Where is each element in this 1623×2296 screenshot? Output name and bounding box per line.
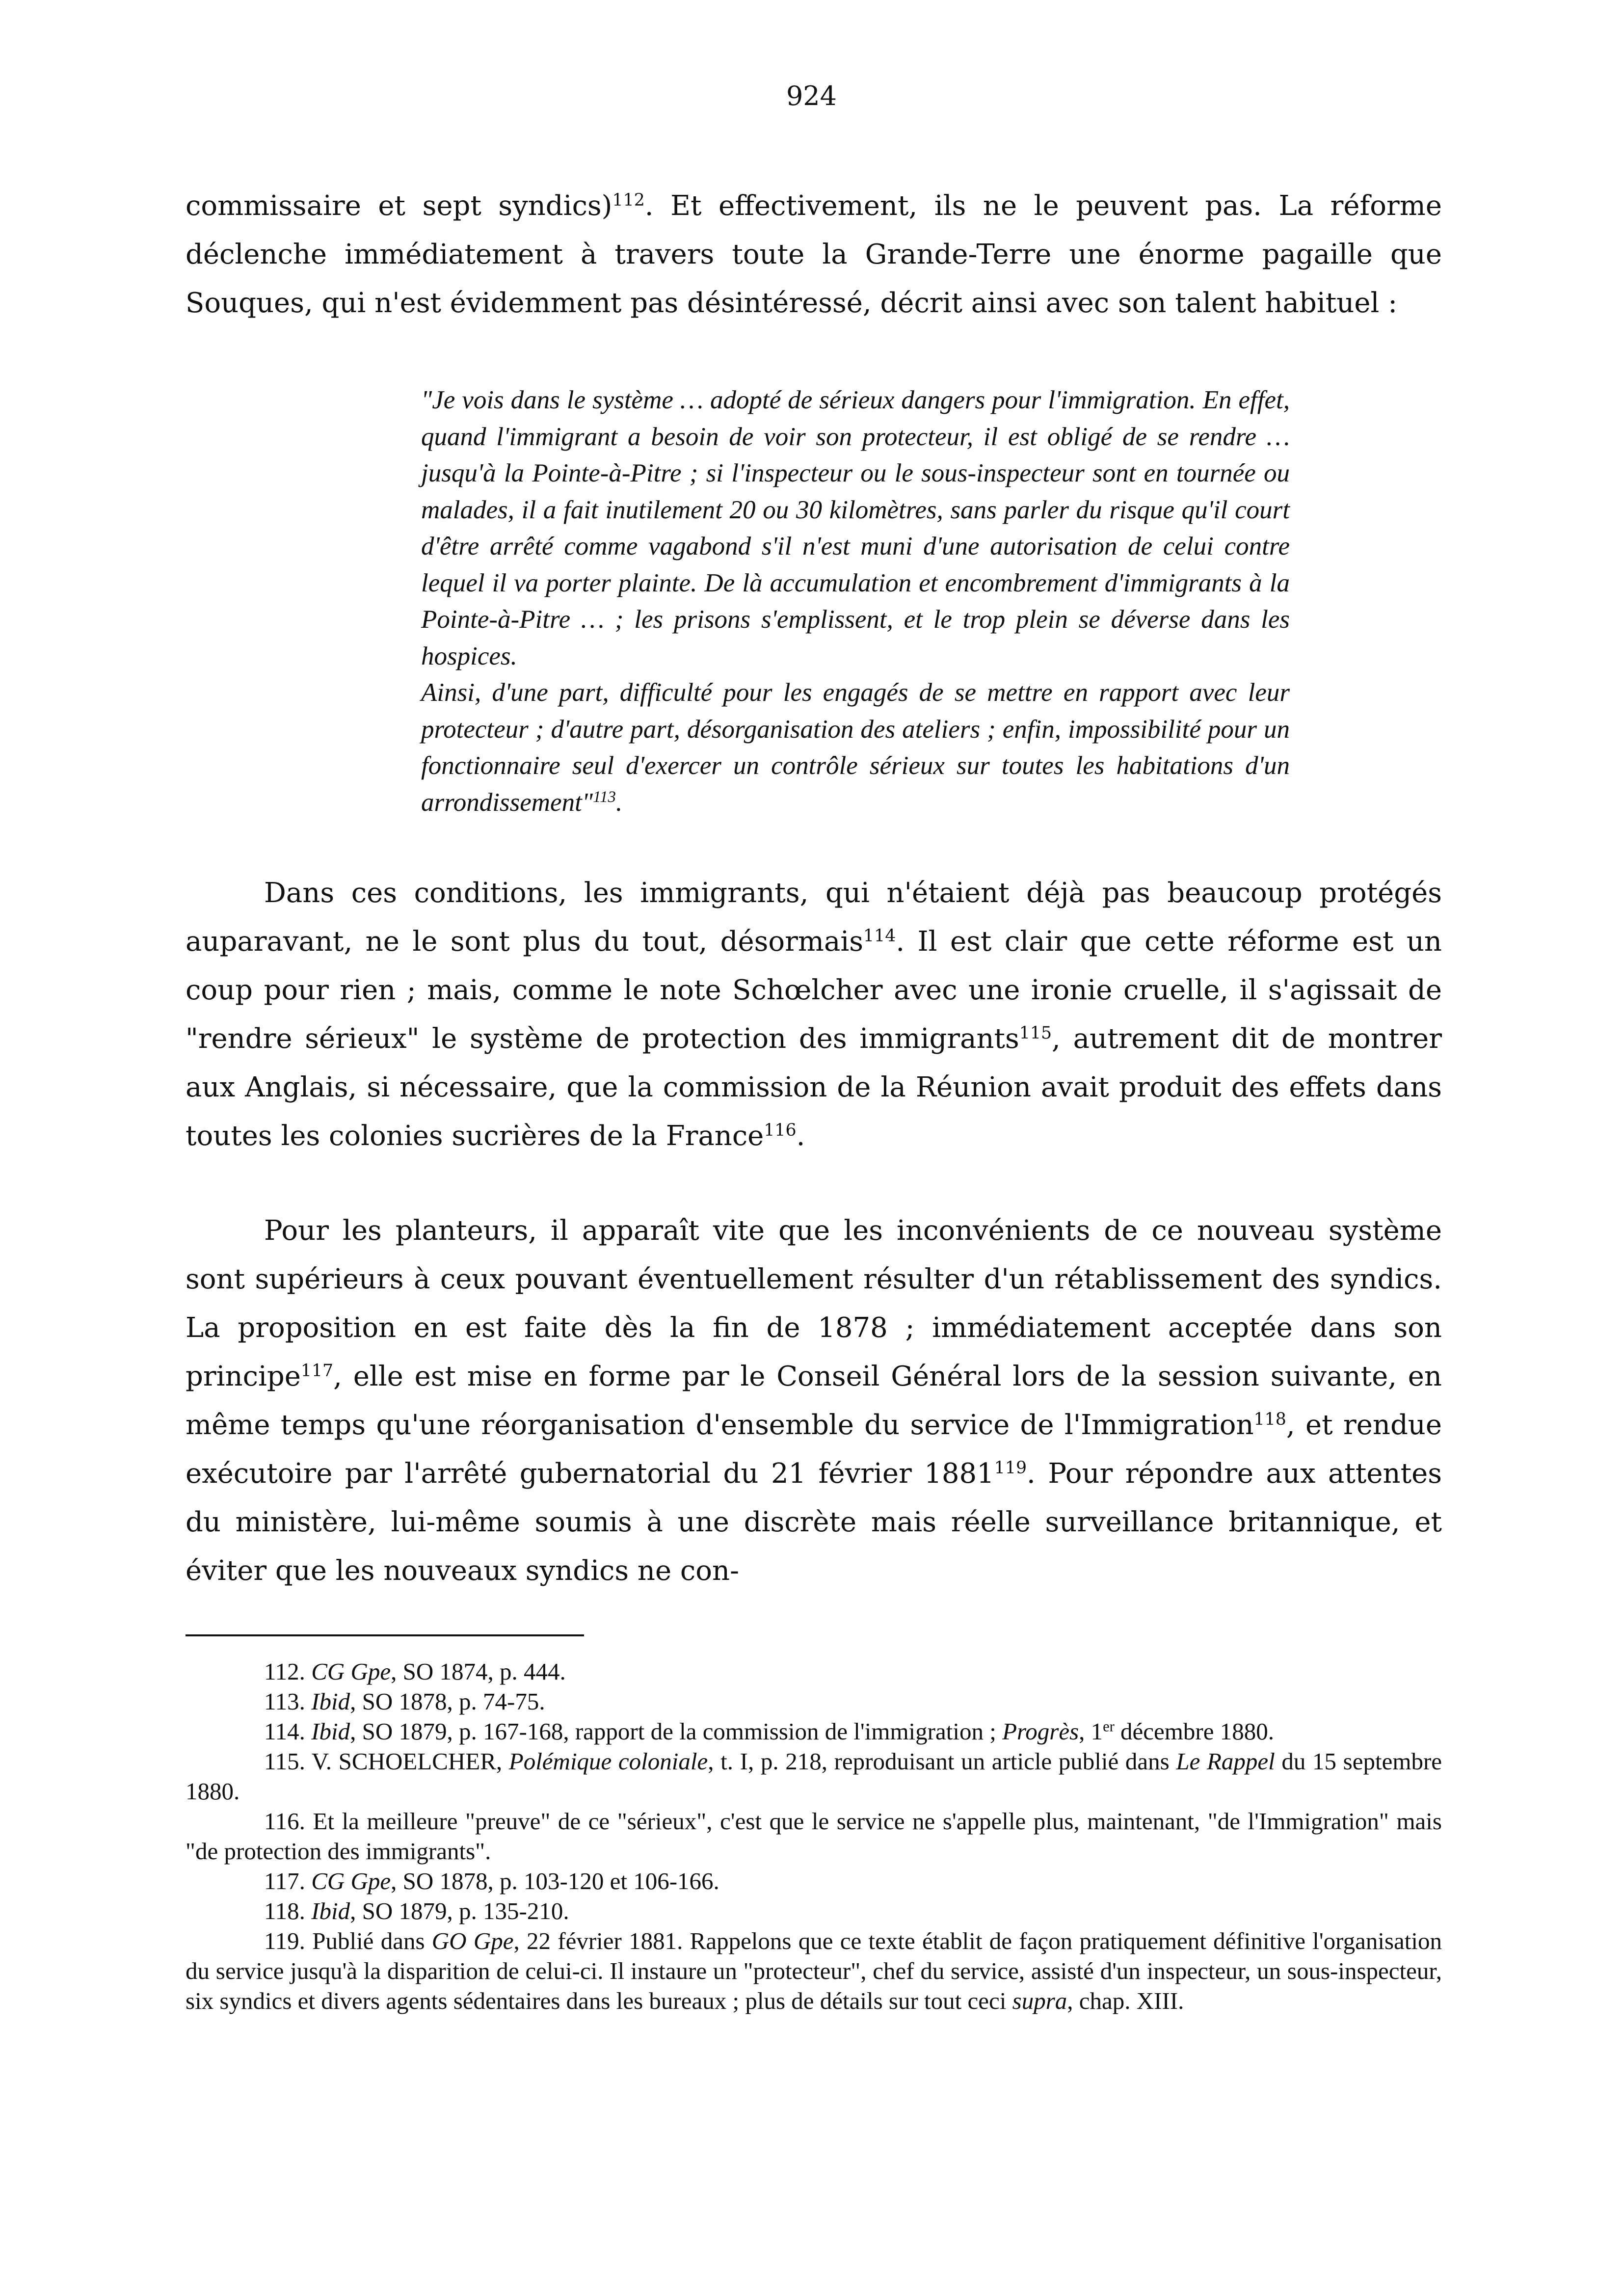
- quote-paragraph-1: "Je vois dans le système … adopté de sérieux dangers pour l'immigration. En effet, quand l'immigrant a besoin de voir son protecteur, il est obligé de se rendre … jusqu'à la Pointe-à-Pitre ; si l'inspecteur ou le sous-inspecteur sont en tournée ou malades, il a fait inutilement 20 ou 30 kilomètres, sans parler du risque qu'il court d'être arrêté comme vagabond s'il n'est muni d'une autorisation de celui contre lequel il va porter plainte. De là accumulation et encombrement d'immigrants à la Pointe-à-Pitre … ; les prisons s'emplissent, et le trop plein se déverse dans les hospices.: [421, 386, 1290, 670]
- footnote-117: 117. CG Gpe, SO 1878, p. 103-120 et 106-166.: [264, 1868, 719, 1895]
- footnote-ref-114[interactable]: 114: [863, 926, 896, 946]
- intro-text: commissaire et sept syndics): [186, 190, 612, 222]
- footnote-112: 112. CG Gpe, SO 1874, p. 444.: [264, 1658, 566, 1685]
- footnote-separator: [186, 1634, 584, 1636]
- footnote-115: 115. V. SCHOELCHER, Polémique coloniale, t. I, p. 218, reproduisant un article publié dans Le Rappel du 15 septembre 1880.: [186, 1748, 1442, 1805]
- footnote-ref-113[interactable]: 113: [593, 788, 616, 806]
- footnote-ref-115[interactable]: 115: [1019, 1023, 1052, 1043]
- intro-text-continued: . Et effectivement, ils ne le peuvent pas. La réforme déclenche immédiatement à travers toute la Grande-Terre une énorme pagaille que Souques, qui n'est évidemment pas désintéressé, décrit ainsi avec son talent habituel :: [186, 190, 1442, 319]
- body-paragraph-2: Dans ces conditions, les immigrants, qui n'étaient déjà pas beaucoup protégés auparavant, ne le sont plus du tout, désormais$^{114}$. Il est clair que cette réforme est un coup pour rien ; mais, comme le note Schœlcher avec une ironie cruelle, il s'agissait de "rendre sérieux" le système de protection des immigrants$^{115}$, autrement dit de montrer aux Anglais, si nécessaire, que la commission de la Réunion avait produit des effets dans toutes les colonies sucrières de la France$^{116}$.: [186, 877, 1442, 1152]
- footnote-113: 113. Ibid, SO 1878, p. 74-75.: [264, 1688, 545, 1715]
- footnote-116: 116. Et la meilleure "preuve" de ce "sérieux", c'est que le service ne s'appelle plus, maintenant, "de l'Immigration" mais "de protection des immigrants".: [186, 1808, 1442, 1865]
- footnote-ref-112[interactable]: 112: [612, 190, 645, 210]
- footnote-ref-116[interactable]: 116: [764, 1120, 797, 1140]
- page-number: 924: [786, 80, 837, 111]
- footnote-ref-118[interactable]: 118: [1253, 1409, 1286, 1429]
- footnote-114: 114. Ibid, SO 1879, p. 167-168, rapport de la commission de l'immigration ; Progrès, 1er décembre 1880.: [264, 1718, 1274, 1745]
- footnote-118: 118. Ibid, SO 1879, p. 135-210.: [264, 1897, 569, 1924]
- footnotes-section: [186, 1656, 1442, 2016]
- footnote-ref-119[interactable]: 119: [994, 1458, 1027, 1478]
- footnote-119: 119. Publié dans GO Gpe, 22 février 1881. Rappelons que ce texte établit de façon pratiquement définitive l'organisation du service jusqu'à la disparition de celui-ci. Il instaure un "protecteur", chef du service, assisté d'un inspecteur, un sous-inspecteur, six syndics et divers agents sédentaires dans les bureaux ; plus de détails sur tout ceci supra, chap. XIII.: [186, 1927, 1442, 2014]
- quote-paragraph-2: Ainsi, d'une part, difficulté pour les engagés de se mettre en rapport avec leur protecteur ; d'autre part, désorganisation des ateliers ; enfin, impossibilité pour un fonctionnaire seul d'exercer un contrôle sérieux sur toutes les habitations d'un arrondissement"$^{113}$.: [421, 678, 1290, 817]
- intro-paragraph: [186, 182, 1442, 327]
- footnote-ref-117[interactable]: 117: [300, 1361, 334, 1381]
- block-quote: [421, 382, 1290, 821]
- body-paragraph-3: Pour les planteurs, il apparaît vite que les inconvénients de ce nouveau système sont supérieurs à ceux pouvant éventuellement résulter d'un rétablissement des syndics. La proposition en est faite dès la fin de 1878 ; immédiatement acceptée dans son principe$^{117}$, elle est mise en forme par le Conseil Général lors de la session suivante, en même temps qu'une réorganisation d'ensemble du service de l'Immigration$^{118}$, et rendue exécutoire par l'arrêté gubernatorial du 21 février 1881$^{119}$. Pour répondre aux attentes du ministère, lui-même soumis à une discrète mais réelle surveillance britannique, et éviter que les nouveaux syndics ne con-: [186, 1215, 1442, 1587]
